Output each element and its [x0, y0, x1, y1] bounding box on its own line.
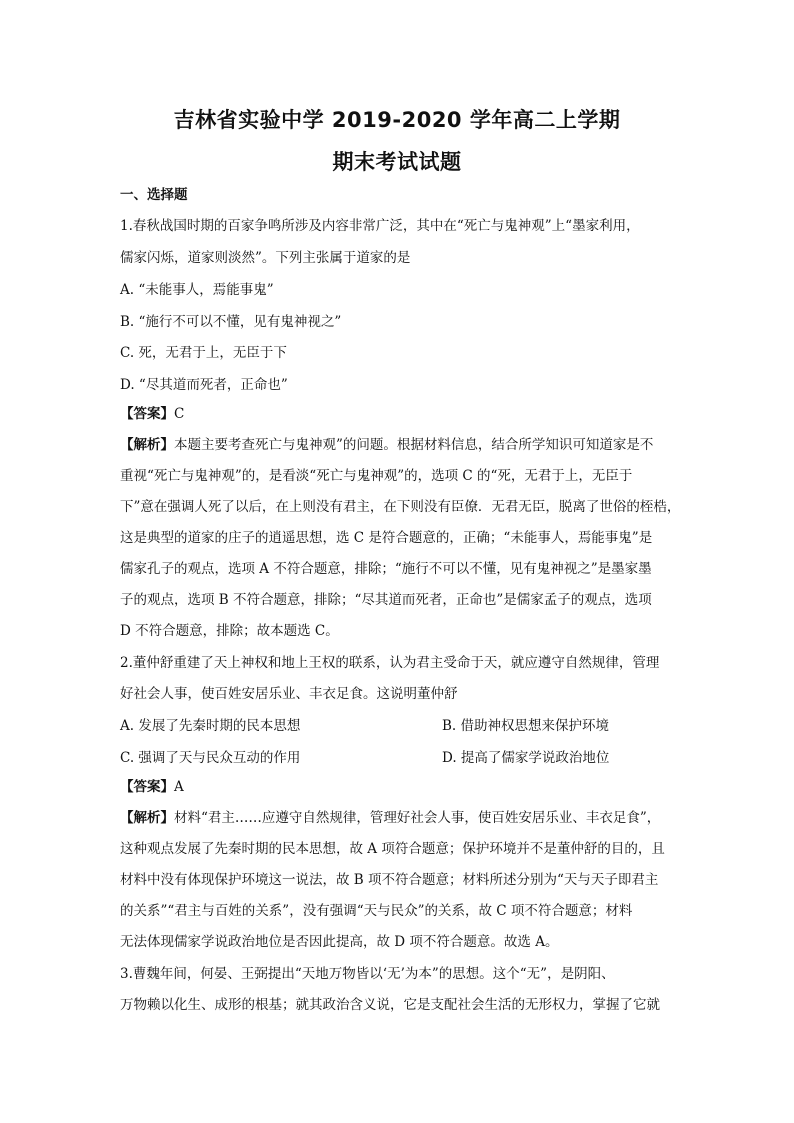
- q1-option-b: B. “施行不可以不懂，见有鬼神视之”: [120, 314, 342, 330]
- answer-value: C: [174, 406, 185, 422]
- q3-stem-line-2: 万物赖以化生、成形的根基；就其政治含义说，它是支配社会生活的无形权力，掌握了它就: [120, 997, 660, 1013]
- q1-analysis-line-5: 儒家孔子的观点，选项 A 不符合题意，排除；“施行不可以不懂，见有鬼神视之”是墨家墨: [120, 561, 652, 577]
- q1-analysis-line-1: [120, 436, 680, 454]
- q3-stem-line-1: 3.曹魏年间，何晏、王弼提出“天地万物皆以‘无’为本”的思想。这个“无”，是阴阳、: [120, 966, 615, 982]
- q1-analysis-line-4: 这是典型的道家的庄子的逍遥思想，选 C 是符合题意的，正确；“未能事人，焉能事鬼”是: [120, 530, 653, 546]
- q2-analysis-line-3: 材料中没有体现保护环境这一说法，故 B 项不符合题意；材料所述分别为“天与天子即君主: [120, 872, 659, 888]
- q2-analysis-line-1: [120, 809, 680, 827]
- q2-analysis-line-5: 无法体现儒家学说政治地位是否因此提高，故 D 项不符合题意。故选 A。: [120, 934, 559, 950]
- q1-stem-line-1: 1.春秋战国时期的百家争鸣所涉及内容非常广泛，其中在“死亡与鬼神观”上“墨家利用，: [120, 218, 640, 234]
- q2-option-a: A. 发展了先秦时期的民本思想: [120, 718, 301, 734]
- q2-answer: [120, 778, 680, 796]
- q2-analysis-line-4: 的关系”“君主与百姓的关系”，没有强调“天与民众”的关系，故 C 项不符合题意；材料: [120, 903, 633, 919]
- document-title: 吉林省实验中学 2019-2020 学年高二上学期: [173, 108, 621, 132]
- q1-analysis-line-6: 子的观点，选项 B 不符合题意，排除；“尽其道而死者，正命也”是儒家孟子的观点，选项: [120, 592, 652, 608]
- q1-option-c: C. 死，无君于上，无臣于下: [120, 345, 287, 361]
- answer-label: 【答案】: [120, 406, 174, 422]
- q1-analysis-line-7: D 不符合题意，排除；故本题选 C。: [120, 623, 339, 639]
- q2-option-d: D. 提高了儒家学说政治地位: [442, 750, 610, 766]
- q1-analysis-line-2: 重视“死亡与鬼神观”的，是看淡“死亡与鬼神观”的，选项 C 的“死，无君于上，无臣于: [120, 468, 633, 484]
- section-heading: 一、选择题: [120, 187, 188, 203]
- answer-value: A: [174, 779, 184, 795]
- analysis-text: 本题主要考查死亡与鬼神观”的问题。根据材料信息，结合所学知识可知道家是不: [174, 437, 654, 453]
- analysis-text: 材料“君主……应遵守自然规律，管理好社会人事，使百姓安居乐业、丰衣足食”，: [174, 810, 661, 826]
- q1-stem-line-2: 儒家闪烁，道家则淡然”。下列主张属于道家的是: [120, 250, 411, 266]
- q1-analysis-line-3: 下”意在强调人死了以后，在上则没有君主，在下则没有臣僚．无君无臣，脱离了世俗的桎梏，: [120, 499, 681, 515]
- q2-stem-line-1: 2.董仲舒重建了天上神权和地上王权的联系，认为君主受命于天，就应遵守自然规律，管理: [120, 655, 660, 671]
- analysis-label: 【解析】: [120, 437, 174, 453]
- q2-stem-line-2: 好社会人事，使百姓安居乐业、丰衣足食。这说明董仲舒: [120, 686, 458, 702]
- document-subtitle: 期末考试试题: [332, 150, 462, 174]
- answer-label: 【答案】: [120, 779, 174, 795]
- q2-option-c: C. 强调了天与民众互动的作用: [120, 750, 301, 766]
- q1-answer: [120, 405, 680, 423]
- q1-option-a: A. “未能事人，焉能事鬼”: [120, 282, 274, 298]
- analysis-label: 【解析】: [120, 810, 174, 826]
- q1-option-d: D. “尽其道而死者，正命也”: [120, 377, 288, 393]
- q2-option-b: B. 借助神权思想来保护环境: [442, 718, 610, 734]
- q2-analysis-line-2: 这种观点发展了先秦时期的民本思想，故 A 项符合题意；保护环境并不是董仲舒的目的，且: [120, 841, 665, 857]
